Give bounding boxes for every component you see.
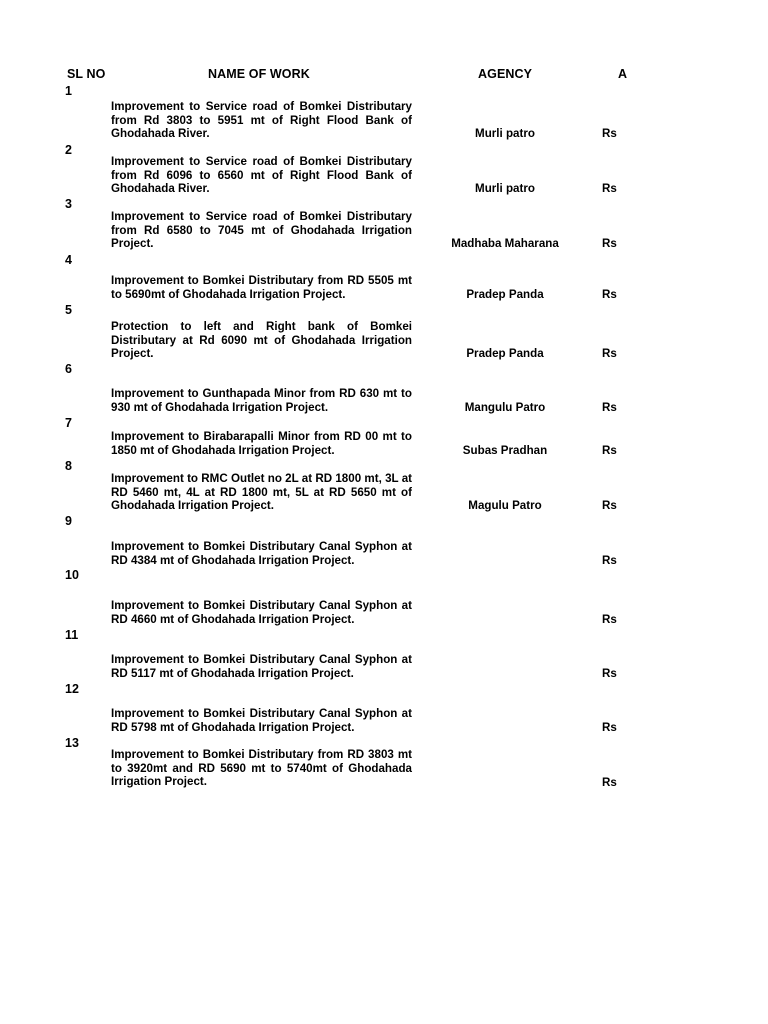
row-agency: Magulu Patro bbox=[468, 499, 542, 512]
row-agency: Pradep Panda bbox=[466, 347, 544, 360]
row-sl-number: 11 bbox=[65, 628, 79, 642]
row-sl-number: 2 bbox=[65, 143, 72, 157]
row-amount: Rs bbox=[602, 127, 617, 140]
row-sl-number: 8 bbox=[65, 459, 72, 473]
row-amount: Rs bbox=[602, 444, 617, 457]
row-amount: Rs bbox=[602, 347, 617, 360]
row-work-description: Improvement to Service road of Bomkei Distributary from Rd 6580 to 7045 mt of Ghodahada Irrigation Project. bbox=[111, 210, 412, 250]
row-amount: Rs bbox=[602, 182, 617, 195]
row-amount: Rs bbox=[602, 554, 617, 567]
row-sl-number: 9 bbox=[65, 514, 72, 528]
row-amount: Rs bbox=[602, 667, 617, 680]
row-work-description: Improvement to Bomkei Distributary Canal Syphon at RD 5798 mt of Ghodahada Irrigation Project. bbox=[111, 707, 412, 734]
table-header bbox=[0, 67, 768, 83]
header-sl-no: SL NO bbox=[67, 67, 106, 81]
row-agency: Subas Pradhan bbox=[462, 444, 548, 457]
row-amount: Rs bbox=[602, 776, 617, 789]
row-agency: Mangulu Patro bbox=[464, 401, 546, 414]
row-amount: Rs bbox=[602, 237, 617, 250]
row-sl-number: 12 bbox=[65, 682, 79, 696]
header-name-of-work: NAME OF WORK bbox=[208, 67, 310, 81]
row-work-description: Improvement to Birabarapalli Minor from RD 00 mt to 1850 mt of Ghodahada Irrigation Project. bbox=[111, 430, 412, 457]
row-work-description: Improvement to Service road of Bomkei Distributary from Rd 6096 to 6560 mt of Right Flood Bank of Ghodahada River. bbox=[111, 155, 412, 195]
row-amount: Rs bbox=[602, 288, 617, 301]
row-work-description: Improvement to Bomkei Distributary Canal Syphon at RD 4384 mt of Ghodahada Irrigation Project. bbox=[111, 540, 412, 567]
row-work-description: Improvement to Service road of Bomkei Distributary from Rd 3803 to 5951 mt of Right Flood Bank of Ghodahada River. bbox=[111, 100, 412, 140]
row-amount: Rs bbox=[602, 499, 617, 512]
row-sl-number: 1 bbox=[65, 84, 72, 98]
row-sl-number: 10 bbox=[65, 568, 79, 582]
row-agency: Murli patro bbox=[475, 182, 535, 195]
row-sl-number: 13 bbox=[65, 736, 79, 750]
row-amount: Rs bbox=[602, 401, 617, 414]
row-sl-number: 3 bbox=[65, 197, 72, 211]
header-agency: AGENCY bbox=[478, 67, 533, 81]
header-truncated-column: A bbox=[618, 67, 628, 81]
row-work-description: Protection to left and Right bank of Bomkei Distributary at Rd 6090 mt of Ghodahada Irrigation Project. bbox=[111, 320, 412, 360]
row-sl-number: 7 bbox=[65, 416, 72, 430]
row-sl-number: 4 bbox=[65, 253, 72, 267]
row-work-description: Improvement to Bomkei Distributary Canal Syphon at RD 5117 mt of Ghodahada Irrigation Project. bbox=[111, 653, 412, 680]
row-work-description: Improvement to Bomkei Distributary Canal Syphon at RD 4660 mt of Ghodahada Irrigation Project. bbox=[111, 599, 412, 626]
row-work-description: Improvement to Bomkei Distributary from RD 3803 mt to 3920mt and RD 5690 mt to 5740mt of Ghodahada Irrigation Project. bbox=[111, 748, 412, 788]
row-work-description: Improvement to RMC Outlet no 2L at RD 1800 mt, 3L at RD 5460 mt, 4L at RD 1800 mt, 5L at RD 5650 mt of Ghodahada Irrigation Project. bbox=[111, 472, 412, 512]
row-agency: Murli patro bbox=[475, 127, 535, 140]
row-agency: Madhaba Maharana bbox=[451, 237, 559, 250]
row-work-description: Improvement to Gunthapada Minor from RD 630 mt to 930 mt of Ghodahada Irrigation Project. bbox=[111, 387, 412, 414]
row-sl-number: 6 bbox=[65, 362, 72, 376]
row-amount: Rs bbox=[602, 721, 617, 734]
row-sl-number: 5 bbox=[65, 303, 72, 317]
row-amount: Rs bbox=[602, 613, 617, 626]
row-agency: Pradep Panda bbox=[466, 288, 544, 301]
row-work-description: Improvement to Bomkei Distributary from RD 5505 mt to 5690mt of Ghodahada Irrigation Project. bbox=[111, 274, 412, 301]
